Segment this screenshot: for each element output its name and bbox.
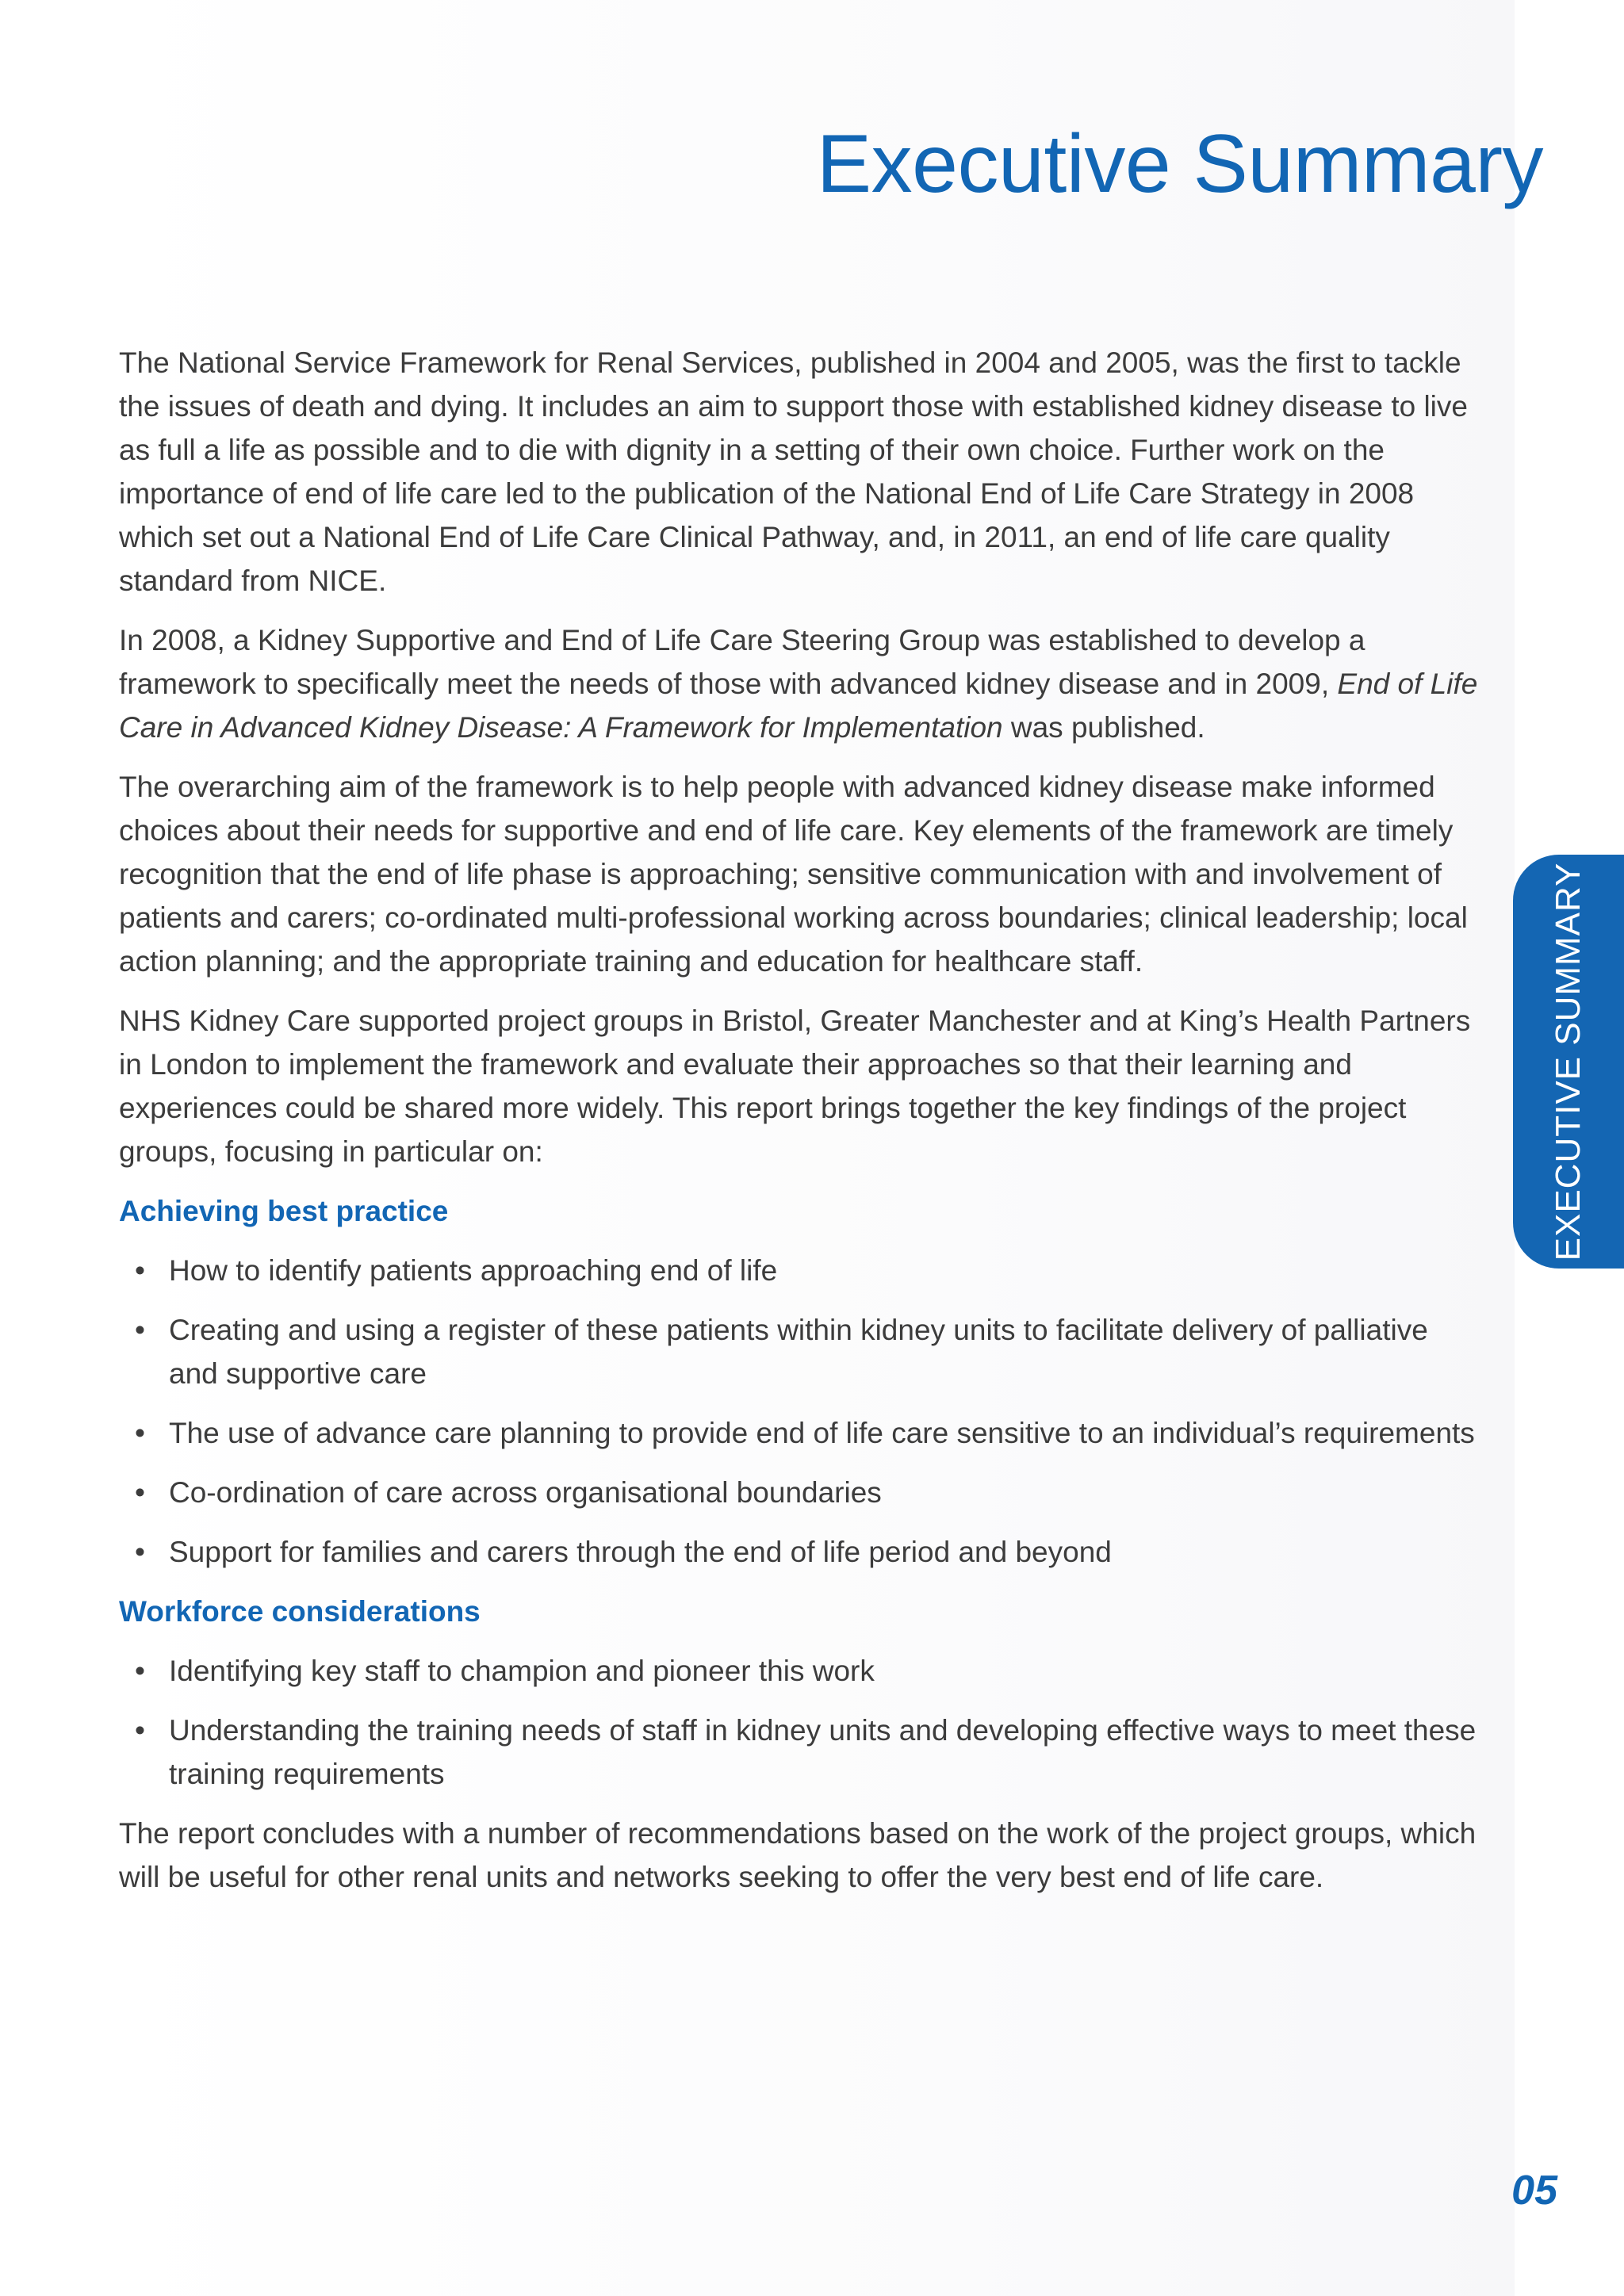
list-item xyxy=(119,1249,1483,1292)
list-item xyxy=(119,1471,1483,1514)
bullet-icon: • xyxy=(135,1655,145,1687)
list-item-text: Understanding the training needs of staff in kidney units and developing effective ways to meet these training requirements xyxy=(169,1714,1477,1790)
list-item-text: How to identify patients approaching end of life xyxy=(169,1254,778,1287)
list-item-text: Co-ordination of care across organisational boundaries xyxy=(169,1476,882,1509)
list-item xyxy=(119,1530,1483,1574)
bullet-icon: • xyxy=(135,1714,145,1747)
list-item xyxy=(119,1649,1483,1693)
section-heading-workforce: Workforce considerations xyxy=(119,1595,481,1628)
list-item-text: Creating and using a register of these patients within kidney units to facilitate delivery of palliative and supportive care xyxy=(169,1314,1428,1390)
paragraph-steering-group-text-start: In 2008, a Kidney Supportive and End of Life Care Steering Group was established to develop a framework to specifically meet the needs of those with advanced kidney disease and in 2009, xyxy=(119,624,1365,700)
workforce-list xyxy=(119,1649,1483,1796)
bullet-icon: • xyxy=(135,1417,145,1449)
framework-publication-title: End of Life Care in Advanced Kidney Disease: A Framework for Implementation xyxy=(119,668,1478,744)
side-tab-label: EXECUTIVE SUMMARY xyxy=(1549,862,1588,1261)
main-content xyxy=(119,341,1483,1915)
bullet-icon: • xyxy=(135,1476,145,1509)
page-number: 05 xyxy=(1511,2168,1557,2214)
list-item xyxy=(119,1709,1483,1796)
bullet-icon: • xyxy=(135,1536,145,1568)
bullet-icon: • xyxy=(135,1314,145,1346)
section-side-tab xyxy=(1513,855,1624,1269)
intro-paragraph: The National Service Framework for Renal Services, published in 2004 and 2005, was the first to tackle the issues of death and dying. It includes an aim to support those with established kidney disease to live as full a life as possible and to die with dignity in a setting of their own choice. Further work on the importance of end of life care led to the publication of the National End of Life Care Strategy in 2008 which set out a National End of Life Care Clinical Pathway, and, in 2011, an end of life care quality standard from NICE. xyxy=(119,346,1468,597)
bullet-icon: • xyxy=(135,1254,145,1287)
paragraph-project-groups: NHS Kidney Care supported project groups in Bristol, Greater Manchester and at King’s Health Partners in London to implement the framework and evaluate their approaches so that their learning and experiences could be shared more widely. This report brings together the key findings of the project groups, focusing in particular on: xyxy=(119,1004,1471,1168)
list-item-text: Identifying key staff to champion and pioneer this work xyxy=(169,1655,875,1687)
section-heading-best-practice: Achieving best practice xyxy=(119,1195,449,1227)
list-item-text: Support for families and carers through the end of life period and beyond xyxy=(169,1536,1112,1568)
paragraph-framework-aim: The overarching aim of the framework is to help people with advanced kidney disease make informed choices about their needs for supportive and end of life care. Key elements of the framework are timely recognition that the end of life phase is approaching; sensitive communication with and involvement of patients and carers; co-ordinated multi-professional working across boundaries; clinical leadership; local action planning; and the appropriate training and education for healthcare staff. xyxy=(119,771,1468,978)
best-practice-list xyxy=(119,1249,1483,1574)
paragraph-steering-group xyxy=(119,618,1483,749)
paragraph-steering-group-text-end: was published. xyxy=(1002,711,1205,744)
list-item xyxy=(119,1308,1483,1395)
list-item xyxy=(119,1411,1483,1455)
page-title: Executive Summary xyxy=(816,118,1543,210)
list-item-text: The use of advance care planning to provide end of life care sensitive to an individual’s requirements xyxy=(169,1417,1475,1449)
conclusion-paragraph: The report concludes with a number of recommendations based on the work of the project groups, which will be useful for other renal units and networks seeking to offer the very best end of life care. xyxy=(119,1817,1477,1893)
